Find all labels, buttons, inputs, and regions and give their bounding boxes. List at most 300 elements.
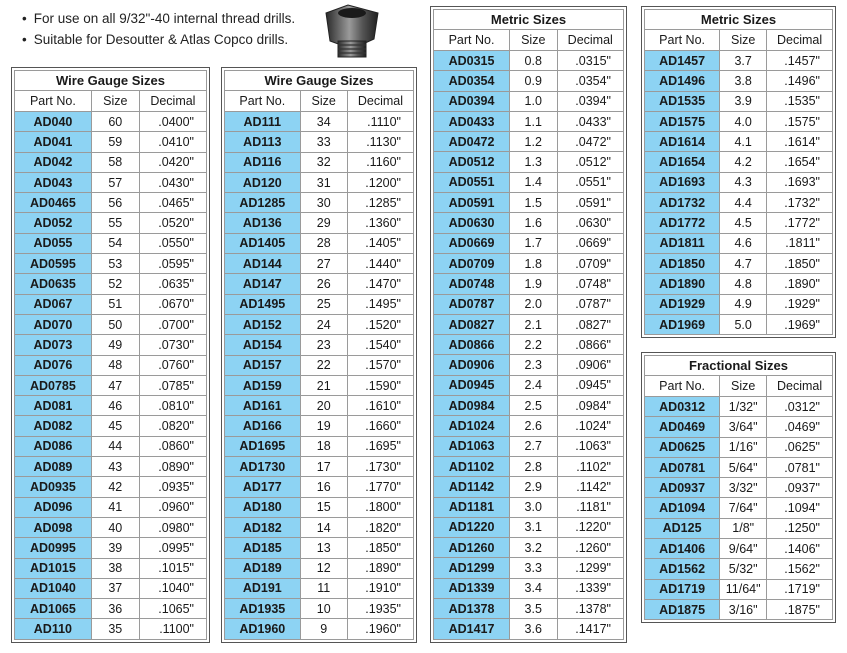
part-number: AD191 xyxy=(225,578,301,598)
table-row xyxy=(645,213,833,233)
size-table xyxy=(433,9,624,640)
table-row xyxy=(645,111,833,131)
part-number: AD098 xyxy=(15,517,92,537)
col-header-decimal: Decimal xyxy=(767,376,833,397)
table-row xyxy=(645,599,833,619)
part-number: AD089 xyxy=(15,457,92,477)
table-row xyxy=(15,477,207,497)
table-row xyxy=(645,478,833,498)
part-number: AD189 xyxy=(225,558,301,578)
part-number: AD180 xyxy=(225,497,301,517)
decimal-value: .1339" xyxy=(557,578,624,598)
decimal-value: .1850" xyxy=(767,253,833,273)
table-row xyxy=(645,193,833,213)
size-value: 3.4 xyxy=(510,578,558,598)
size-value: 40 xyxy=(91,517,139,537)
part-number: AD1811 xyxy=(645,233,720,253)
size-value: 5.0 xyxy=(720,314,767,334)
size-value: 56 xyxy=(91,193,139,213)
size-value: 11/64" xyxy=(720,579,767,599)
size-value: 36 xyxy=(91,599,139,619)
table-row xyxy=(645,417,833,437)
size-value: 5/32" xyxy=(720,559,767,579)
size-table xyxy=(644,9,833,335)
table-row xyxy=(434,416,624,436)
size-value: 33 xyxy=(300,132,347,152)
part-number: AD1339 xyxy=(434,578,510,598)
table-row xyxy=(434,111,624,131)
decimal-value: .1440" xyxy=(347,254,413,274)
table-row xyxy=(434,375,624,395)
table-row xyxy=(645,539,833,559)
part-number: AD1695 xyxy=(225,436,301,456)
size-value: 14 xyxy=(300,517,347,537)
size-value: 4.4 xyxy=(720,193,767,213)
decimal-value: .0995" xyxy=(139,538,206,558)
table-row xyxy=(645,457,833,477)
table-row xyxy=(15,416,207,436)
table-row xyxy=(225,213,414,233)
part-number: AD040 xyxy=(15,112,92,132)
part-number: AD0630 xyxy=(434,213,510,233)
table-row xyxy=(15,132,207,152)
decimal-value: .0709" xyxy=(557,253,624,273)
col-header-size: Size xyxy=(720,376,767,397)
part-number: AD0465 xyxy=(15,193,92,213)
table-row xyxy=(434,477,624,497)
table-row xyxy=(645,152,833,172)
part-number: AD1299 xyxy=(434,558,510,578)
table-row xyxy=(225,355,414,375)
table-row xyxy=(15,193,207,213)
size-value: 37 xyxy=(91,578,139,598)
table-row xyxy=(645,579,833,599)
part-number: AD1378 xyxy=(434,599,510,619)
size-table xyxy=(14,70,207,640)
part-number: AD1181 xyxy=(434,497,510,517)
col-header-size: Size xyxy=(91,91,139,112)
part-number: AD1405 xyxy=(225,233,301,253)
decimal-value: .1470" xyxy=(347,274,413,294)
part-number: AD1614 xyxy=(645,132,720,152)
part-number: AD125 xyxy=(645,518,720,538)
size-value: 39 xyxy=(91,538,139,558)
table-row xyxy=(15,375,207,395)
decimal-value: .1770" xyxy=(347,477,413,497)
decimal-value: .1935" xyxy=(347,599,413,619)
size-value: 1.4 xyxy=(510,172,558,192)
size-value: 59 xyxy=(91,132,139,152)
part-number: AD1719 xyxy=(645,579,720,599)
decimal-value: .0730" xyxy=(139,335,206,355)
col-header-part: Part No. xyxy=(225,91,301,112)
part-number: AD147 xyxy=(225,274,301,294)
size-value: 42 xyxy=(91,477,139,497)
part-number: AD0709 xyxy=(434,253,510,273)
table-row xyxy=(434,233,624,253)
decimal-value: .1417" xyxy=(557,619,624,639)
size-value: 54 xyxy=(91,233,139,253)
size-value: 16 xyxy=(300,477,347,497)
part-number: AD166 xyxy=(225,416,301,436)
part-number: AD177 xyxy=(225,477,301,497)
table-row xyxy=(225,294,414,314)
size-value: 3.5 xyxy=(510,599,558,619)
col-header-part: Part No. xyxy=(645,30,720,51)
size-value: 4.1 xyxy=(720,132,767,152)
decimal-value: .0433" xyxy=(557,111,624,131)
part-number: AD1890 xyxy=(645,274,720,294)
decimal-value: .1378" xyxy=(557,599,624,619)
part-number: AD1730 xyxy=(225,457,301,477)
decimal-value: .0748" xyxy=(557,274,624,294)
part-number: AD0315 xyxy=(434,51,510,71)
table-row xyxy=(434,51,624,71)
size-value: 1/32" xyxy=(720,397,767,417)
table-row xyxy=(434,294,624,314)
part-number: AD1935 xyxy=(225,599,301,619)
size-value: 45 xyxy=(91,416,139,436)
table-row xyxy=(225,274,414,294)
decimal-value: .1890" xyxy=(347,558,413,578)
size-value: 51 xyxy=(91,294,139,314)
size-value: 3.6 xyxy=(510,619,558,639)
size-value: 15 xyxy=(300,497,347,517)
decimal-value: .1575" xyxy=(767,111,833,131)
decimal-value: .0354" xyxy=(557,71,624,91)
decimal-value: .1110" xyxy=(347,112,413,132)
part-number: AD076 xyxy=(15,355,92,375)
size-value: 48 xyxy=(91,355,139,375)
part-number: AD161 xyxy=(225,396,301,416)
size-value: 4.0 xyxy=(720,111,767,131)
decimal-value: .1800" xyxy=(347,497,413,517)
table-row xyxy=(15,436,207,456)
size-value: 3.0 xyxy=(510,497,558,517)
part-number: AD1024 xyxy=(434,416,510,436)
table-row xyxy=(15,172,207,192)
decimal-value: .1495" xyxy=(347,294,413,314)
size-value: 7/64" xyxy=(720,498,767,518)
table-row xyxy=(15,335,207,355)
table-row xyxy=(15,294,207,314)
decimal-value: .1540" xyxy=(347,335,413,355)
size-value: 1.2 xyxy=(510,132,558,152)
part-number: AD144 xyxy=(225,254,301,274)
size-value: 1.6 xyxy=(510,213,558,233)
part-number: AD043 xyxy=(15,172,92,192)
table-row xyxy=(15,497,207,517)
table-row xyxy=(15,538,207,558)
table-row xyxy=(15,578,207,598)
part-number: AD0591 xyxy=(434,193,510,213)
size-value: 1.9 xyxy=(510,274,558,294)
part-number: AD0866 xyxy=(434,335,510,355)
table-row xyxy=(225,477,414,497)
table-row xyxy=(225,619,414,639)
metric-table-1 xyxy=(430,6,627,643)
size-value: 3/16" xyxy=(720,599,767,619)
part-number: AD0354 xyxy=(434,71,510,91)
size-value: 27 xyxy=(300,254,347,274)
table-row xyxy=(434,578,624,598)
size-value: 1.7 xyxy=(510,233,558,253)
table-row xyxy=(434,71,624,91)
size-value: 11 xyxy=(300,578,347,598)
size-value: 4.9 xyxy=(720,294,767,314)
decimal-value: .1496" xyxy=(767,71,833,91)
decimal-value: .1850" xyxy=(347,538,413,558)
size-value: 41 xyxy=(91,497,139,517)
size-value: 50 xyxy=(91,314,139,334)
size-value: 12 xyxy=(300,558,347,578)
size-value: 25 xyxy=(300,294,347,314)
decimal-value: .0906" xyxy=(557,355,624,375)
table-title: Wire Gauge Sizes xyxy=(15,71,207,91)
part-number: AD0625 xyxy=(645,437,720,457)
table-row xyxy=(434,538,624,558)
part-number: AD113 xyxy=(225,132,301,152)
size-value: 34 xyxy=(300,112,347,132)
size-value: 1.8 xyxy=(510,253,558,273)
size-value: 3.1 xyxy=(510,517,558,537)
part-number: AD073 xyxy=(15,335,92,355)
part-number: AD1040 xyxy=(15,578,92,598)
table-row xyxy=(225,578,414,598)
decimal-value: .1063" xyxy=(557,436,624,456)
table-row xyxy=(15,274,207,294)
part-number: AD1142 xyxy=(434,477,510,497)
decimal-value: .0430" xyxy=(139,172,206,192)
table-row xyxy=(15,213,207,233)
size-value: 38 xyxy=(91,558,139,578)
part-number: AD0748 xyxy=(434,274,510,294)
decimal-value: .1065" xyxy=(139,599,206,619)
size-value: 9/64" xyxy=(720,539,767,559)
table-row xyxy=(434,599,624,619)
part-number: AD1063 xyxy=(434,436,510,456)
decimal-value: .0400" xyxy=(139,112,206,132)
size-value: 29 xyxy=(300,213,347,233)
part-number: AD0781 xyxy=(645,457,720,477)
wire-gauge-table-1 xyxy=(11,67,210,643)
size-value: 31 xyxy=(300,172,347,192)
decimal-value: .1562" xyxy=(767,559,833,579)
part-number: AD0469 xyxy=(645,417,720,437)
part-number: AD0935 xyxy=(15,477,92,497)
part-number: AD1102 xyxy=(434,456,510,476)
size-value: 49 xyxy=(91,335,139,355)
part-number: AD136 xyxy=(225,213,301,233)
size-value: 4.7 xyxy=(720,253,767,273)
drill-chuck-image xyxy=(312,3,392,63)
col-header-decimal: Decimal xyxy=(347,91,413,112)
decimal-value: .1719" xyxy=(767,579,833,599)
part-number: AD081 xyxy=(15,396,92,416)
table-row xyxy=(645,397,833,417)
part-number: AD152 xyxy=(225,314,301,334)
table-row xyxy=(225,599,414,619)
table-row xyxy=(225,436,414,456)
part-number: AD120 xyxy=(225,172,301,192)
table-row xyxy=(225,497,414,517)
size-value: 1.3 xyxy=(510,152,558,172)
table-row xyxy=(645,294,833,314)
part-number: AD082 xyxy=(15,416,92,436)
decimal-value: .0935" xyxy=(139,477,206,497)
table-row xyxy=(15,457,207,477)
size-value: 4.6 xyxy=(720,233,767,253)
part-number: AD1260 xyxy=(434,538,510,558)
size-value: 4.3 xyxy=(720,172,767,192)
table-row xyxy=(225,335,414,355)
table-row xyxy=(225,457,414,477)
decimal-value: .1660" xyxy=(347,416,413,436)
part-number: AD1875 xyxy=(645,599,720,619)
size-value: 3.2 xyxy=(510,538,558,558)
part-number: AD116 xyxy=(225,152,301,172)
decimal-value: .1299" xyxy=(557,558,624,578)
table-row xyxy=(434,172,624,192)
decimal-value: .1969" xyxy=(767,314,833,334)
size-value: 28 xyxy=(300,233,347,253)
col-header-part: Part No. xyxy=(434,30,510,51)
decimal-value: .0420" xyxy=(139,152,206,172)
table-row xyxy=(15,355,207,375)
part-number: AD086 xyxy=(15,436,92,456)
decimal-value: .1772" xyxy=(767,213,833,233)
bullet-compat: • Suitable for Desoutter & Atlas Copco drills. xyxy=(22,29,295,50)
table-row xyxy=(645,518,833,538)
table-row xyxy=(434,253,624,273)
table-row xyxy=(225,172,414,192)
decimal-value: .1610" xyxy=(347,396,413,416)
part-number: AD0827 xyxy=(434,314,510,334)
decimal-value: .1406" xyxy=(767,539,833,559)
table-row xyxy=(645,437,833,457)
decimal-value: .0551" xyxy=(557,172,624,192)
decimal-value: .1695" xyxy=(347,436,413,456)
decimal-value: .0700" xyxy=(139,314,206,334)
part-number: AD111 xyxy=(225,112,301,132)
size-value: 3.8 xyxy=(720,71,767,91)
size-value: 43 xyxy=(91,457,139,477)
table-row xyxy=(225,558,414,578)
part-number: AD157 xyxy=(225,355,301,375)
table-row xyxy=(645,91,833,111)
part-number: AD0433 xyxy=(434,111,510,131)
decimal-value: .0635" xyxy=(139,274,206,294)
size-value: 3.7 xyxy=(720,51,767,71)
decimal-value: .0669" xyxy=(557,233,624,253)
size-value: 24 xyxy=(300,314,347,334)
decimal-value: .0960" xyxy=(139,497,206,517)
table-row xyxy=(645,51,833,71)
size-value: 58 xyxy=(91,152,139,172)
size-value: 1.0 xyxy=(510,91,558,111)
table-row xyxy=(434,517,624,537)
table-row xyxy=(434,436,624,456)
part-number: AD1562 xyxy=(645,559,720,579)
table-row xyxy=(225,396,414,416)
part-number: AD0995 xyxy=(15,538,92,558)
col-header-part: Part No. xyxy=(15,91,92,112)
size-value: 57 xyxy=(91,172,139,192)
part-number: AD0906 xyxy=(434,355,510,375)
table-row xyxy=(15,396,207,416)
col-header-size: Size xyxy=(720,30,767,51)
part-number: AD052 xyxy=(15,213,92,233)
decimal-value: .1614" xyxy=(767,132,833,152)
decimal-value: .0520" xyxy=(139,213,206,233)
decimal-value: .0595" xyxy=(139,254,206,274)
wire-gauge-table-2 xyxy=(221,67,417,643)
size-value: 35 xyxy=(91,619,139,639)
col-header-part: Part No. xyxy=(645,376,720,397)
part-number: AD110 xyxy=(15,619,92,639)
decimal-value: .0394" xyxy=(557,91,624,111)
decimal-value: .1200" xyxy=(347,172,413,192)
part-number: AD1535 xyxy=(645,91,720,111)
table-row xyxy=(645,498,833,518)
part-number: AD1094 xyxy=(645,498,720,518)
size-value: 19 xyxy=(300,416,347,436)
part-number: AD1406 xyxy=(645,539,720,559)
table-row xyxy=(434,355,624,375)
decimal-value: .0630" xyxy=(557,213,624,233)
size-value: 18 xyxy=(300,436,347,456)
bullet-thread: • For use on all 9/32"-40 internal thread drills. xyxy=(22,8,295,29)
part-number: AD0984 xyxy=(434,396,510,416)
col-header-decimal: Decimal xyxy=(557,30,624,51)
size-value: 2.0 xyxy=(510,294,558,314)
part-number: AD1015 xyxy=(15,558,92,578)
size-value: 20 xyxy=(300,396,347,416)
decimal-value: .0550" xyxy=(139,233,206,253)
size-value: 0.8 xyxy=(510,51,558,71)
table-row xyxy=(645,314,833,334)
decimal-value: .0410" xyxy=(139,132,206,152)
table-row xyxy=(645,253,833,273)
size-value: 53 xyxy=(91,254,139,274)
table-row xyxy=(15,112,207,132)
part-number: AD1732 xyxy=(645,193,720,213)
size-value: 4.2 xyxy=(720,152,767,172)
size-value: 22 xyxy=(300,355,347,375)
size-value: 0.9 xyxy=(510,71,558,91)
part-number: AD1495 xyxy=(225,294,301,314)
table-row xyxy=(434,213,624,233)
part-number: AD1960 xyxy=(225,619,301,639)
part-number: AD0312 xyxy=(645,397,720,417)
feature-bullets xyxy=(22,8,295,50)
part-number: AD0595 xyxy=(15,254,92,274)
table-row xyxy=(434,193,624,213)
size-value: 13 xyxy=(300,538,347,558)
decimal-value: .0860" xyxy=(139,436,206,456)
decimal-value: .1160" xyxy=(347,152,413,172)
table-row xyxy=(434,396,624,416)
size-value: 2.7 xyxy=(510,436,558,456)
decimal-value: .0472" xyxy=(557,132,624,152)
decimal-value: .0781" xyxy=(767,457,833,477)
decimal-value: .1730" xyxy=(347,457,413,477)
decimal-value: .1220" xyxy=(557,517,624,537)
size-value: 3.9 xyxy=(720,91,767,111)
decimal-value: .1094" xyxy=(767,498,833,518)
part-number: AD1772 xyxy=(645,213,720,233)
part-number: AD1496 xyxy=(645,71,720,91)
